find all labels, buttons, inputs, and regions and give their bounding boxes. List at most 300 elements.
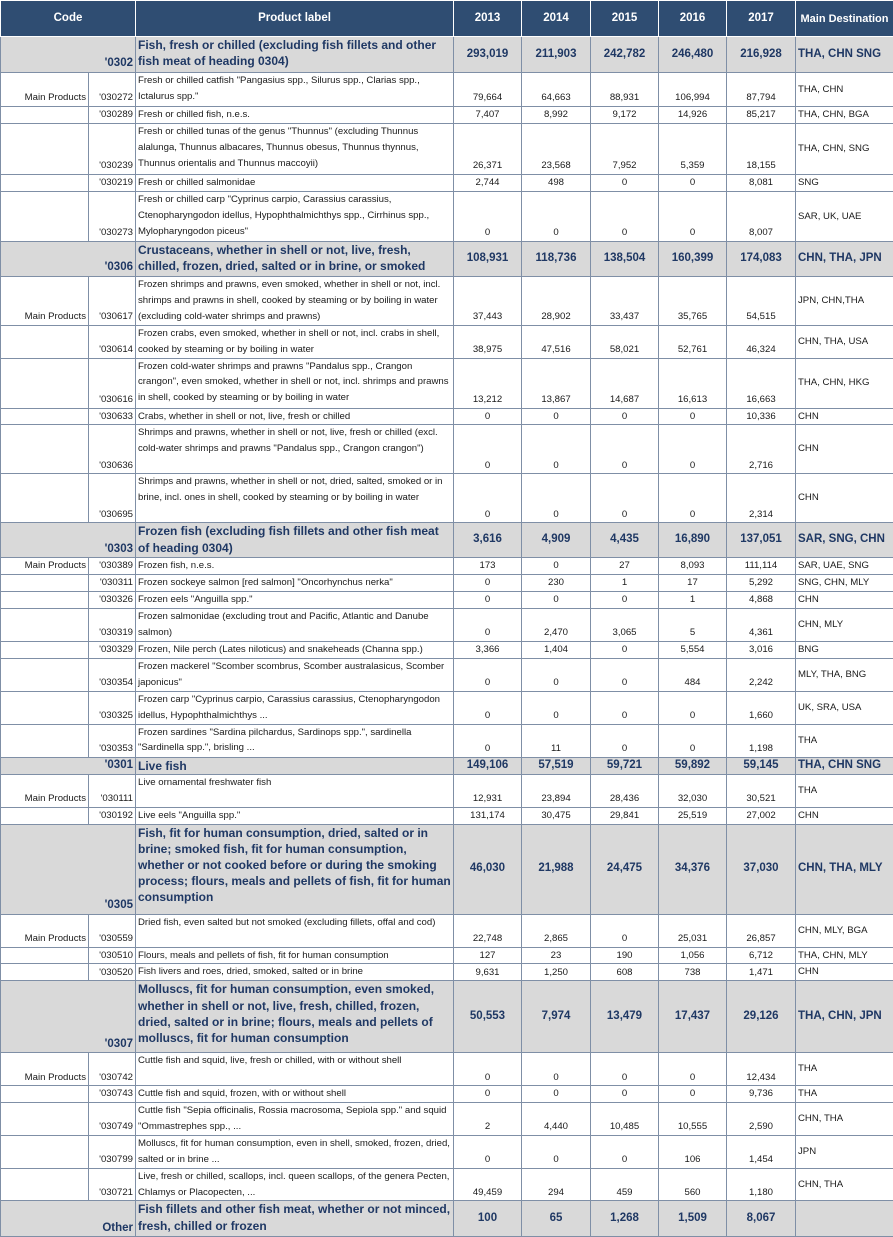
product-code: '030614: [89, 326, 136, 359]
value-cell: 294: [522, 1168, 591, 1201]
group-row: [1, 824, 893, 914]
value-cell: 0: [454, 1053, 522, 1086]
value-cell: 0: [522, 591, 591, 608]
value-cell: 37,443: [454, 277, 522, 326]
table-row: [1, 1086, 893, 1103]
value-cell: 0: [659, 425, 727, 474]
main-destination: THA: [796, 1053, 893, 1086]
value-cell: 1,268: [591, 1201, 659, 1237]
main-destination: CHN, THA: [796, 1103, 893, 1136]
value-cell: 13,479: [591, 981, 659, 1053]
product-code: '030636: [89, 425, 136, 474]
table-row: [1, 658, 893, 691]
product-label: Frozen sockeye salmon [red salmon] "Oncorhynchus nerka": [136, 575, 454, 592]
table-row: [1, 608, 893, 641]
value-cell: 14,926: [659, 107, 727, 124]
product-label: Frozen sardines "Sardina pilchardus, Sardinops spp.", sardinella "Sardinella spp.", brisling ...: [136, 724, 454, 757]
product-code: '030289: [89, 107, 136, 124]
value-cell: 0: [522, 1135, 591, 1168]
header-product-label: Product label: [136, 1, 454, 37]
value-cell: 2,865: [522, 914, 591, 947]
group-row: [1, 523, 893, 558]
value-cell: 32,030: [659, 774, 727, 807]
product-label: Cuttle fish "Sepia officinalis, Rossia macrosoma, Sepiola spp." and squid "Ommastrephes spp., ...: [136, 1103, 454, 1136]
value-cell: 16,890: [659, 523, 727, 558]
product-label: Cuttle fish and squid, frozen, with or without shell: [136, 1086, 454, 1103]
product-code: '030389: [89, 558, 136, 575]
main-products-label: [1, 358, 89, 408]
main-destination: THA, CHN: [796, 73, 893, 107]
product-label: Crabs, whether in shell or not, live, fresh or chilled: [136, 408, 454, 425]
value-cell: 498: [522, 175, 591, 192]
main-destination: [796, 1201, 893, 1237]
product-label: Flours, meals and pellets of fish, fit for human consumption: [136, 947, 454, 964]
product-code: '030239: [89, 124, 136, 175]
value-cell: 0: [522, 691, 591, 724]
table-row: [1, 358, 893, 408]
header-row: [1, 1, 893, 37]
value-cell: 8,067: [727, 1201, 796, 1237]
group-code: '0303: [1, 523, 136, 558]
value-cell: 5: [659, 608, 727, 641]
main-destination: THA: [796, 724, 893, 757]
value-cell: 54,515: [727, 277, 796, 326]
product-label: Fish fillets and other fish meat, whether or not minced, fresh, chilled or frozen: [136, 1201, 454, 1237]
table-row: [1, 474, 893, 523]
value-cell: 0: [454, 608, 522, 641]
group-code: '0301: [1, 757, 136, 774]
value-cell: 0: [522, 558, 591, 575]
main-destination: THA, CHN, HKG: [796, 358, 893, 408]
main-destination: THA: [796, 774, 893, 807]
value-cell: 4,868: [727, 591, 796, 608]
table-row: [1, 964, 893, 981]
main-destination: THA, CHN, MLY: [796, 947, 893, 964]
value-cell: 0: [454, 658, 522, 691]
value-cell: 7,952: [591, 124, 659, 175]
product-label: Live fish: [136, 757, 454, 774]
value-cell: 131,174: [454, 807, 522, 824]
value-cell: 0: [591, 1135, 659, 1168]
main-products-label: [1, 691, 89, 724]
main-products-label: [1, 947, 89, 964]
value-cell: 2,590: [727, 1103, 796, 1136]
value-cell: 1,404: [522, 641, 591, 658]
value-cell: 27,002: [727, 807, 796, 824]
group-row: [1, 757, 893, 774]
value-cell: 118,736: [522, 242, 591, 277]
value-cell: 58,021: [591, 326, 659, 359]
value-cell: 47,516: [522, 326, 591, 359]
main-destination: CHN, THA, USA: [796, 326, 893, 359]
product-label: Fresh or chilled tunas of the genus "Thunnus" (excluding Thunnus alalunga, Thunnus albacares, Thunnus obesus, Thunnus thynnus, Thunnus orientalis and Thunnus maccoyii): [136, 124, 454, 175]
main-products-label: [1, 724, 89, 757]
group-row: [1, 37, 893, 73]
value-cell: 149,106: [454, 757, 522, 774]
product-label: Frozen mackerel "Scomber scombrus, Scomber australasicus, Scomber japonicus": [136, 658, 454, 691]
value-cell: 2,470: [522, 608, 591, 641]
product-label: Frozen salmonidae (excluding trout and Pacific, Atlantic and Danube salmon): [136, 608, 454, 641]
value-cell: 137,051: [727, 523, 796, 558]
table-row: [1, 124, 893, 175]
value-cell: 2: [454, 1103, 522, 1136]
main-products-label: Main Products: [1, 277, 89, 326]
value-cell: 0: [659, 724, 727, 757]
product-code: '030354: [89, 658, 136, 691]
value-cell: 608: [591, 964, 659, 981]
product-label: Fresh or chilled fish, n.e.s.: [136, 107, 454, 124]
value-cell: 0: [454, 691, 522, 724]
value-cell: 190: [591, 947, 659, 964]
value-cell: 6,712: [727, 947, 796, 964]
value-cell: 106,994: [659, 73, 727, 107]
value-cell: 1,056: [659, 947, 727, 964]
product-label: Shrimps and prawns, whether in shell or not, dried, salted, smoked or in brine, incl. ones in shell, cooked by steaming or by boiling in water: [136, 474, 454, 523]
value-cell: 0: [591, 658, 659, 691]
main-destination: SNG, CHN, MLY: [796, 575, 893, 592]
value-cell: 127: [454, 947, 522, 964]
value-cell: 0: [591, 724, 659, 757]
value-cell: 11: [522, 724, 591, 757]
value-cell: 1,198: [727, 724, 796, 757]
value-cell: 4,440: [522, 1103, 591, 1136]
main-products-label: [1, 1103, 89, 1136]
value-cell: 0: [659, 175, 727, 192]
value-cell: 50,553: [454, 981, 522, 1053]
value-cell: 1,454: [727, 1135, 796, 1168]
product-code: '030633: [89, 408, 136, 425]
group-row: [1, 242, 893, 277]
header-year: 2015: [591, 1, 659, 37]
value-cell: 10,336: [727, 408, 796, 425]
value-cell: 25,031: [659, 914, 727, 947]
product-code: '030326: [89, 591, 136, 608]
main-destination: CHN, THA, MLY: [796, 824, 893, 914]
table-body: [1, 37, 893, 1237]
value-cell: 160,399: [659, 242, 727, 277]
value-cell: 174,083: [727, 242, 796, 277]
product-label: Dried fish, even salted but not smoked (excluding fillets, offal and cod): [136, 914, 454, 947]
value-cell: 108,931: [454, 242, 522, 277]
main-products-label: [1, 474, 89, 523]
product-label: Live eels "Anguilla spp.": [136, 807, 454, 824]
product-code: '030799: [89, 1135, 136, 1168]
value-cell: 0: [659, 408, 727, 425]
product-label: Frozen, Nile perch (Lates niloticus) and snakeheads (Channa spp.): [136, 641, 454, 658]
value-cell: 8,007: [727, 192, 796, 242]
value-cell: 0: [522, 1053, 591, 1086]
main-destination: UK, SRA, USA: [796, 691, 893, 724]
value-cell: 484: [659, 658, 727, 691]
main-destination: CHN: [796, 964, 893, 981]
product-code: '030325: [89, 691, 136, 724]
value-cell: 85,217: [727, 107, 796, 124]
value-cell: 2,744: [454, 175, 522, 192]
main-products-label: Main Products: [1, 558, 89, 575]
value-cell: 106: [659, 1135, 727, 1168]
product-label: Fresh or chilled salmonidae: [136, 175, 454, 192]
main-destination: JPN, CHN,THA: [796, 277, 893, 326]
table-row: [1, 575, 893, 592]
value-cell: 3,016: [727, 641, 796, 658]
value-cell: 30,521: [727, 774, 796, 807]
value-cell: 242,782: [591, 37, 659, 73]
product-code: '030273: [89, 192, 136, 242]
product-code: '030520: [89, 964, 136, 981]
product-code: '030311: [89, 575, 136, 592]
main-destination: BNG: [796, 641, 893, 658]
main-destination: THA, CHN, JPN: [796, 981, 893, 1053]
group-code: '0306: [1, 242, 136, 277]
value-cell: 46,324: [727, 326, 796, 359]
table-row: [1, 947, 893, 964]
product-code: '030742: [89, 1053, 136, 1086]
product-label: Fish, fit for human consumption, dried, salted or in brine; smoked fish, fit for human consumption, whether or not cooked before or during the smoking process; flours, meals and pellets of fish, fit for human consumption: [136, 824, 454, 914]
product-label: Molluscs, fit for human consumption, even smoked, whether in shell or not, live, fresh, chilled, frozen, dried, salted or in brine; flours, meals and pellets of molluscs, fit for human consumption: [136, 981, 454, 1053]
main-destination: CHN, THA: [796, 1168, 893, 1201]
group-code: '0307: [1, 981, 136, 1053]
table-row: [1, 175, 893, 192]
value-cell: 8,093: [659, 558, 727, 575]
product-label: Frozen carp "Cyprinus carpio, Carassius carassius, Ctenopharyngodon idellus, Hypophthalmichthys ...: [136, 691, 454, 724]
product-code: '030272: [89, 73, 136, 107]
value-cell: 28,902: [522, 277, 591, 326]
value-cell: 30,475: [522, 807, 591, 824]
product-code: '030559: [89, 914, 136, 947]
table-row: [1, 107, 893, 124]
value-cell: 0: [591, 192, 659, 242]
value-cell: 246,480: [659, 37, 727, 73]
product-code: '030743: [89, 1086, 136, 1103]
value-cell: 1,180: [727, 1168, 796, 1201]
value-cell: 29,126: [727, 981, 796, 1053]
value-cell: 211,903: [522, 37, 591, 73]
product-label: Molluscs, fit for human consumption, even in shell, smoked, frozen, dried, salted or in brine ...: [136, 1135, 454, 1168]
value-cell: 0: [591, 425, 659, 474]
table-row: [1, 408, 893, 425]
value-cell: 34,376: [659, 824, 727, 914]
value-cell: 1,509: [659, 1201, 727, 1237]
value-cell: 9,631: [454, 964, 522, 981]
value-cell: 52,761: [659, 326, 727, 359]
product-label: Fish, fresh or chilled (excluding fish fillets and other fish meat of heading 0304): [136, 37, 454, 73]
value-cell: 17,437: [659, 981, 727, 1053]
value-cell: 738: [659, 964, 727, 981]
value-cell: 0: [454, 474, 522, 523]
value-cell: 100: [454, 1201, 522, 1237]
value-cell: 1: [659, 591, 727, 608]
main-destination: THA, CHN, SNG: [796, 124, 893, 175]
main-destination: SAR, SNG, CHN: [796, 523, 893, 558]
table-row: [1, 1103, 893, 1136]
header-year: 2014: [522, 1, 591, 37]
product-code: '030749: [89, 1103, 136, 1136]
group-code: '0305: [1, 824, 136, 914]
value-cell: 8,992: [522, 107, 591, 124]
table-row: [1, 641, 893, 658]
header-main-destination: Main Destination: [796, 1, 893, 37]
product-code: '030617: [89, 277, 136, 326]
value-cell: 26,371: [454, 124, 522, 175]
value-cell: 0: [522, 408, 591, 425]
main-products-label: [1, 192, 89, 242]
product-code: '030695: [89, 474, 136, 523]
value-cell: 0: [659, 1086, 727, 1103]
value-cell: 216,928: [727, 37, 796, 73]
value-cell: 0: [659, 192, 727, 242]
value-cell: 2,242: [727, 658, 796, 691]
group-row: [1, 981, 893, 1053]
value-cell: 0: [454, 408, 522, 425]
product-label: Frozen fish, n.e.s.: [136, 558, 454, 575]
main-products-label: [1, 608, 89, 641]
value-cell: 0: [522, 192, 591, 242]
product-code: '030111: [89, 774, 136, 807]
value-cell: 9,172: [591, 107, 659, 124]
main-products-label: Main Products: [1, 914, 89, 947]
value-cell: 79,664: [454, 73, 522, 107]
value-cell: 65: [522, 1201, 591, 1237]
main-products-label: [1, 807, 89, 824]
value-cell: 293,019: [454, 37, 522, 73]
value-cell: 0: [454, 724, 522, 757]
value-cell: 560: [659, 1168, 727, 1201]
main-products-label: [1, 1135, 89, 1168]
product-label: Frozen fish (excluding fish fillets and other fish meat of heading 0304): [136, 523, 454, 558]
value-cell: 23: [522, 947, 591, 964]
main-destination: CHN: [796, 408, 893, 425]
main-destination: THA, CHN SNG: [796, 757, 893, 774]
value-cell: 87,794: [727, 73, 796, 107]
value-cell: 9,736: [727, 1086, 796, 1103]
product-label: Frozen crabs, even smoked, whether in shell or not, incl. crabs in shell, cooked by steaming or by boiling in water: [136, 326, 454, 359]
value-cell: 10,555: [659, 1103, 727, 1136]
table-row: [1, 277, 893, 326]
table-row: [1, 326, 893, 359]
main-destination: THA: [796, 1086, 893, 1103]
main-destination: CHN: [796, 591, 893, 608]
value-cell: 13,212: [454, 358, 522, 408]
main-destination: JPN: [796, 1135, 893, 1168]
value-cell: 3,616: [454, 523, 522, 558]
value-cell: 88,931: [591, 73, 659, 107]
value-cell: 14,687: [591, 358, 659, 408]
value-cell: 3,366: [454, 641, 522, 658]
main-destination: MLY, THA, BNG: [796, 658, 893, 691]
value-cell: 0: [591, 914, 659, 947]
product-label: Frozen eels "Anguilla spp.": [136, 591, 454, 608]
value-cell: 16,613: [659, 358, 727, 408]
product-label: Live ornamental freshwater fish: [136, 774, 454, 807]
value-cell: 49,459: [454, 1168, 522, 1201]
product-code: '030329: [89, 641, 136, 658]
value-cell: 0: [659, 474, 727, 523]
table-row: [1, 558, 893, 575]
value-cell: 1: [591, 575, 659, 592]
main-products-label: [1, 641, 89, 658]
value-cell: 0: [454, 1135, 522, 1168]
value-cell: 64,663: [522, 73, 591, 107]
product-code: '030219: [89, 175, 136, 192]
table-row: [1, 192, 893, 242]
main-products-label: [1, 964, 89, 981]
main-products-label: [1, 1168, 89, 1201]
value-cell: 23,568: [522, 124, 591, 175]
table-row: [1, 724, 893, 757]
main-destination: CHN, MLY, BGA: [796, 914, 893, 947]
product-code: '030353: [89, 724, 136, 757]
table-row: [1, 1053, 893, 1086]
value-cell: 0: [591, 408, 659, 425]
value-cell: 0: [591, 641, 659, 658]
table-row: [1, 807, 893, 824]
value-cell: 0: [591, 591, 659, 608]
value-cell: 0: [591, 474, 659, 523]
product-code: '030192: [89, 807, 136, 824]
main-destination: CHN: [796, 807, 893, 824]
value-cell: 59,892: [659, 757, 727, 774]
table-row: [1, 1135, 893, 1168]
product-code: '030616: [89, 358, 136, 408]
product-label: Shrimps and prawns, whether in shell or not, live, fresh or chilled (excl. cold-water shrimps and prawns "Pandalus spp., Crangon crangon"): [136, 425, 454, 474]
value-cell: 18,155: [727, 124, 796, 175]
value-cell: 35,765: [659, 277, 727, 326]
main-destination: THA, CHN, BGA: [796, 107, 893, 124]
value-cell: 0: [454, 1086, 522, 1103]
value-cell: 26,857: [727, 914, 796, 947]
value-cell: 0: [591, 1086, 659, 1103]
value-cell: 8,081: [727, 175, 796, 192]
value-cell: 0: [591, 175, 659, 192]
header-year: 2017: [727, 1, 796, 37]
value-cell: 12,931: [454, 774, 522, 807]
main-products-label: [1, 107, 89, 124]
value-cell: 0: [659, 691, 727, 724]
product-label: Crustaceans, whether in shell or not, live, fresh, chilled, frozen, dried, salted or in brine, or smoked: [136, 242, 454, 277]
value-cell: 0: [522, 425, 591, 474]
value-cell: 21,988: [522, 824, 591, 914]
main-destination: CHN, THA, JPN: [796, 242, 893, 277]
table-row: [1, 73, 893, 107]
value-cell: 46,030: [454, 824, 522, 914]
group-code: Other: [1, 1201, 136, 1237]
value-cell: 0: [522, 1086, 591, 1103]
main-destination: CHN: [796, 425, 893, 474]
value-cell: 25,519: [659, 807, 727, 824]
value-cell: 24,475: [591, 824, 659, 914]
value-cell: 0: [522, 658, 591, 691]
value-cell: 5,292: [727, 575, 796, 592]
table-row: [1, 591, 893, 608]
product-label: Fresh or chilled catfish "Pangasius spp., Silurus spp., Clarias spp., Ictalurus spp.": [136, 73, 454, 107]
product-code: '030721: [89, 1168, 136, 1201]
value-cell: 37,030: [727, 824, 796, 914]
product-code: '030510: [89, 947, 136, 964]
value-cell: 2,314: [727, 474, 796, 523]
header-code: Code: [1, 1, 136, 37]
main-products-label: [1, 575, 89, 592]
value-cell: 4,361: [727, 608, 796, 641]
value-cell: 0: [591, 1053, 659, 1086]
value-cell: 0: [454, 192, 522, 242]
table-row: [1, 914, 893, 947]
main-products-label: [1, 1086, 89, 1103]
value-cell: 0: [591, 691, 659, 724]
product-label: Live, fresh or chilled, scallops, incl. queen scallops, of the genera Pecten, Chlamys or Placopecten, ...: [136, 1168, 454, 1201]
value-cell: 17: [659, 575, 727, 592]
main-destination: CHN, MLY: [796, 608, 893, 641]
main-products-label: Main Products: [1, 774, 89, 807]
